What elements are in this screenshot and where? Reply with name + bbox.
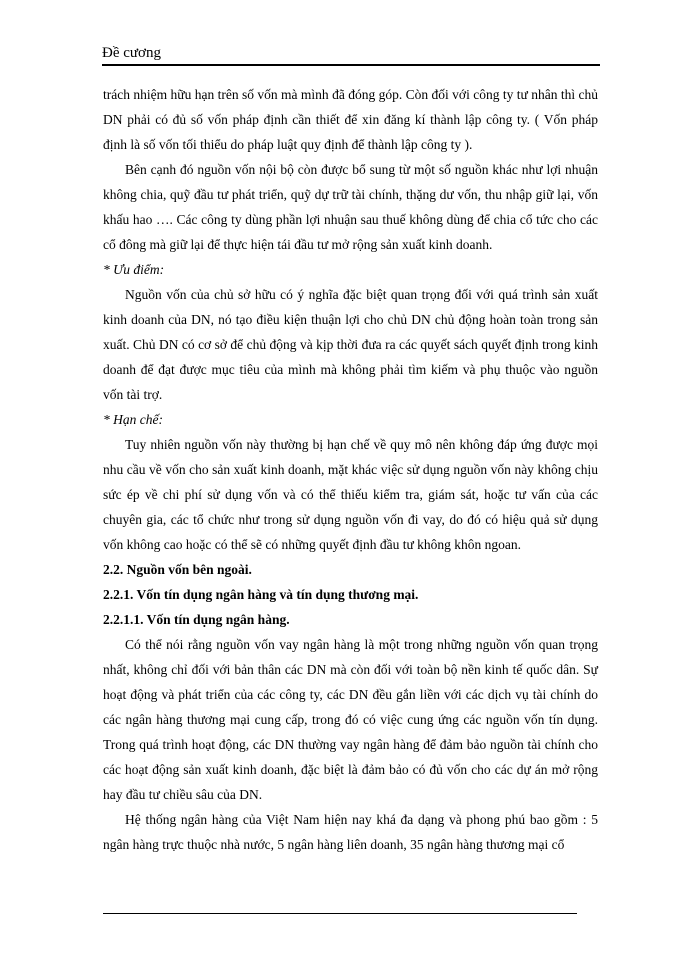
footer-divider [103,913,577,914]
paragraph-bank-credit: Có thể nói rằng nguồn vốn vay ngân hàng là một trong những nguồn vốn quan trọng nhất, không chỉ đối với bản thân các DN mà còn đối với toàn bộ nền kinh tế quốc dân. Sự hoạt động và phát triển của các công ty, các DN đều gắn liền với các dịch vụ tài chính do các ngân hàng thương mại cung cấp, trong đó có việc cung ứng các nguồn vốn tín dụng. Trong quá trình hoạt động, các DN thường vay ngân hàng để đảm bảo nguồn tài chính cho các hoạt động sản xuất kinh doanh, đặc biệt là đảm bảo có đủ vốn cho các dự án mở rộng hay đầu tư chiều sâu của DN. [103,637,598,802]
page-header [102,44,600,66]
section-heading-2-2-1-1: 2.2.1.1. Vốn tín dụng ngân hàng. [103,612,290,627]
section-heading-2-2: 2.2. Nguồn vốn bên ngoài. [103,562,252,577]
header-title: Đề cương [102,45,161,61]
paragraph-bank-system: Hệ thống ngân hàng của Việt Nam hiện nay khá đa dạng và phong phú bao gồm : 5 ngân hàng trực thuộc nhà nước, 5 ngân hàng liên doanh, 35 ngân hàng thương mại cổ [103,812,598,852]
paragraph-advantages: Nguồn vốn của chủ sở hữu có ý nghĩa đặc biệt quan trọng đối với quá trình sản xuất kinh doanh của DN, nó tạo điều kiện thuận lợi cho chủ DN chủ động hoàn toàn trong sản xuất. Chủ DN có cơ sở để chủ động và kịp thời đưa ra các quyết sách quyết định trong kinh doanh để đạt được mục tiêu của mình mà không phải tìm kiếm và phụ thuộc vào nguồn vốn tài trợ. [103,287,598,402]
limitations-label: * Hạn chế: [103,412,163,427]
advantages-label: * Ưu điểm: [103,262,165,277]
document-body [103,82,598,857]
paragraph-internal-sources: Bên cạnh đó nguồn vốn nội bộ còn được bổ sung từ một số nguồn khác như lợi nhuận không chia, quỹ đầu tư phát triển, quỹ dự trữ tài chính, thặng dư vốn, thu nhập giữ lại, vốn khấu hao …. Các công ty dùng phần lợi nhuận sau thuế không dùng để chia cổ tức cho các cổ đông mà giữ lại để thực hiện tái đầu tư mở rộng sản xuất kinh doanh. [103,162,598,252]
paragraph-limitations: Tuy nhiên nguồn vốn này thường bị hạn chế về quy mô nên không đáp ứng được mọi nhu cầu về vốn cho sản xuất kinh doanh, mặt khác việc sử dụng nguồn vốn này không chịu sức ép về chi phí sử dụng vốn và có thể thiếu kiểm tra, giám sát, hoặc tư vấn của các chuyên gia, các tổ chức như trong sử dụng nguồn vốn đi vay, do đó có hiệu quả sử dụng vốn không cao hoặc có thể sẽ có những quyết định đầu tư không khôn ngoan. [103,437,598,552]
section-heading-2-2-1: 2.2.1. Vốn tín dụng ngân hàng và tín dụng thương mại. [103,587,419,602]
paragraph-capital-liability: trách nhiệm hữu hạn trên số vốn mà mình đã đóng góp. Còn đối với công ty tư nhân thì chủ DN phải có đủ số vốn pháp định cần thiết để xin đăng kí thành lập công ty. ( Vốn pháp định là số vốn tối thiểu do pháp luật quy định để thành lập công ty ). [103,87,598,152]
